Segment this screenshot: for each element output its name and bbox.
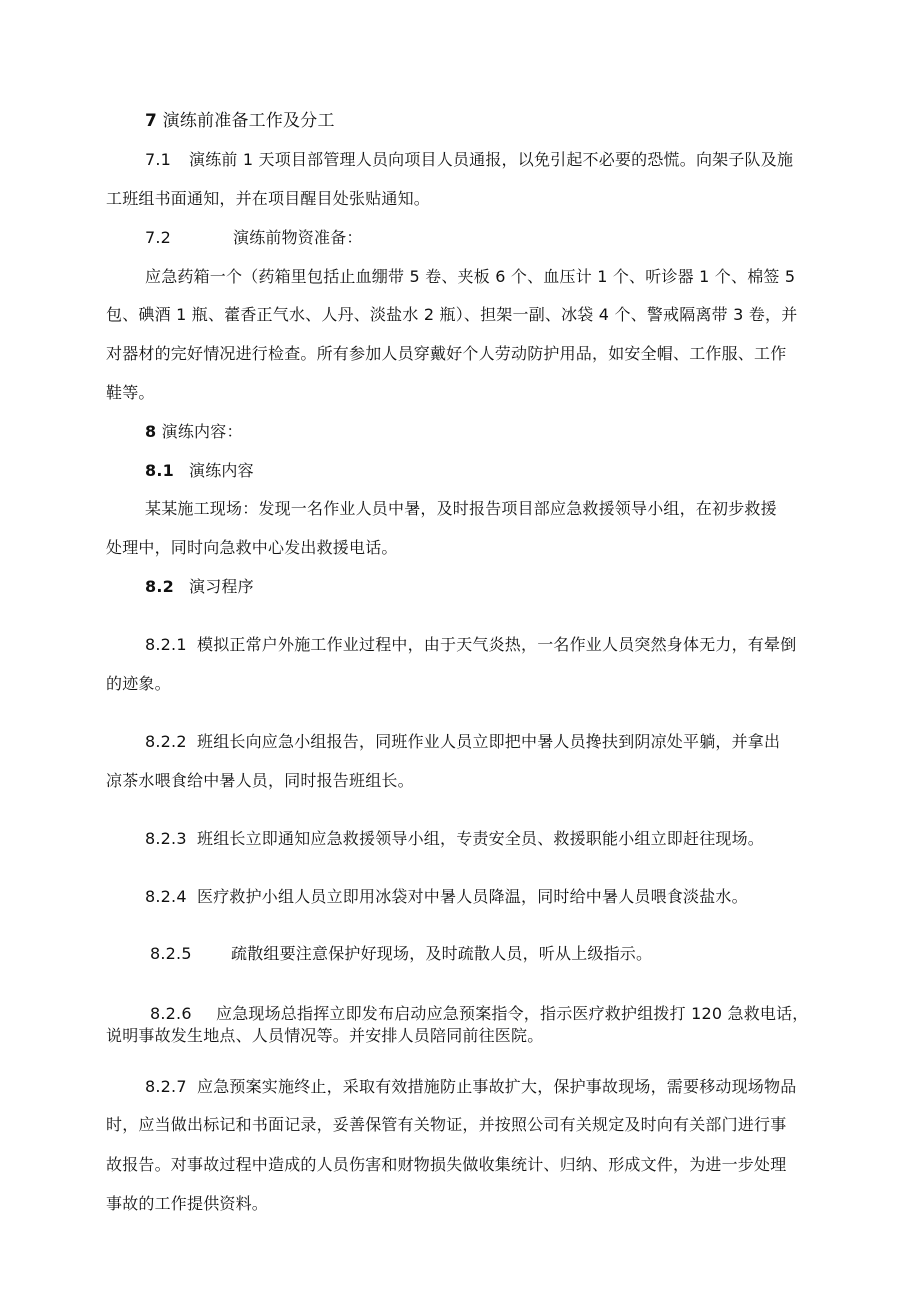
item-8-2-5 bbox=[150, 944, 652, 964]
item-8-2-3 bbox=[145, 829, 764, 849]
item-8-2-6-line-2: 说明事故发生地点、人员情况等。并安排人员陪同前往医院。 bbox=[106, 1026, 544, 1045]
section-8-title: 演练内容： bbox=[161, 422, 243, 441]
item-8-2-1-line-1 bbox=[145, 635, 796, 655]
item-8-2-6-text-1: 应急现场总指挥立即发布启动应急预案指令，指示医疗救护组拨打 120 急救电话， bbox=[216, 1004, 809, 1023]
para-7-1-text-1: 演练前 1 天项目部管理人员向项目人员通报，以免引起不必要的恐慌。向架子队及施 bbox=[189, 150, 794, 169]
section-8-1-number: 8.1 bbox=[145, 461, 174, 480]
section-8-number: 8 bbox=[145, 422, 157, 441]
para-7-2-title: 演练前物资准备： bbox=[233, 228, 363, 247]
para-7-1-line-2: 工班组书面通知，并在项目醒目处张贴通知。 bbox=[106, 189, 431, 208]
item-8-2-7-text-1: 应急预案实施终止，采取有效措施防止事故扩大，保护事故现场，需要移动现场物品 bbox=[197, 1077, 797, 1096]
item-8-2-2-text-1: 班组长向应急小组报告，同班作业人员立即把中暑人员搀扶到阴凉处平躺，并拿出 bbox=[197, 732, 781, 751]
item-8-2-7-number: 8.2.7 bbox=[145, 1077, 187, 1096]
item-8-2-7-line-2: 时，应当做出标记和书面记录，妥善保管有关物证，并按照公司有关规定及时向有关部门进行事 bbox=[106, 1115, 787, 1134]
section-8-2-heading bbox=[145, 577, 254, 597]
section-8-1-heading bbox=[145, 461, 254, 481]
item-8-2-4-text: 医疗救护小组人员立即用冰袋对中暑人员降温，同时给中暑人员喂食淡盐水。 bbox=[197, 887, 748, 906]
item-8-2-6-line-1 bbox=[150, 1004, 809, 1024]
item-8-2-7-line-4: 事故的工作提供资料。 bbox=[106, 1194, 269, 1213]
item-8-2-2-number: 8.2.2 bbox=[145, 732, 187, 751]
item-8-2-7-line-3: 故报告。对事故过程中造成的人员伤害和财物损失做收集统计、归纳、形成文件，为进一步处理 bbox=[106, 1155, 787, 1174]
section-8-heading bbox=[145, 422, 243, 442]
item-8-2-5-number: 8.2.5 bbox=[150, 944, 192, 963]
para-7-2-number: 7.2 bbox=[145, 228, 172, 247]
item-8-2-1-line-2: 的迹象。 bbox=[106, 674, 171, 693]
para-7-2-body-4: 鞋等。 bbox=[106, 383, 155, 402]
item-8-2-2-line-2: 凉茶水喂食给中暑人员，同时报告班组长。 bbox=[106, 771, 414, 790]
section-7-number: 7 bbox=[145, 111, 158, 131]
item-8-2-6-number: 8.2.6 bbox=[150, 1004, 192, 1023]
item-8-2-1-text-1: 模拟正常户外施工作业过程中，由于天气炎热，一名作业人员突然身体无力，有晕倒 bbox=[197, 635, 797, 654]
para-7-2-body-2: 包、碘酒 1 瓶、藿香正气水、人丹、淡盐水 2 瓶）、担架一副、冰袋 4 个、警戒隔离带 3 卷，并 bbox=[106, 305, 798, 324]
para-7-2-body-1: 应急药箱一个（药箱里包括止血绷带 5 卷、夹板 6 个、血压计 1 个、听诊器 1 个、棉签 5 bbox=[145, 267, 796, 286]
section-8-2-number: 8.2 bbox=[145, 577, 174, 596]
para-7-2-heading bbox=[145, 228, 363, 248]
item-8-2-3-number: 8.2.3 bbox=[145, 829, 187, 848]
para-7-1-number: 7.1 bbox=[145, 150, 172, 169]
section-7-title: 演练前准备工作及分工 bbox=[162, 111, 335, 131]
item-8-2-3-text: 班组长立即通知应急救援领导小组，专责安全员、救援职能小组立即赶往现场。 bbox=[197, 829, 765, 848]
item-8-2-5-text: 疏散组要注意保护好现场，及时疏散人员，听从上级指示。 bbox=[231, 944, 653, 963]
section-8-2-title: 演习程序 bbox=[189, 577, 254, 596]
item-8-2-7-line-1 bbox=[145, 1077, 796, 1097]
para-7-1-line-1 bbox=[145, 150, 793, 170]
item-8-2-2-line-1 bbox=[145, 732, 780, 752]
item-8-2-1-number: 8.2.1 bbox=[145, 635, 187, 654]
item-8-2-4 bbox=[145, 887, 748, 907]
section-7-heading bbox=[145, 111, 335, 131]
item-8-2-4-number: 8.2.4 bbox=[145, 887, 187, 906]
para-8-1-line-2: 处理中，同时向急救中心发出救援电话。 bbox=[106, 538, 398, 557]
para-7-2-body-3: 对器材的完好情况进行检查。所有参加人员穿戴好个人劳动防护用品，如安全帽、工作服、工作 bbox=[106, 344, 787, 363]
para-8-1-line-1: 某某施工现场：发现一名作业人员中暑，及时报告项目部应急救援领导小组，在初步救援 bbox=[145, 499, 777, 518]
section-8-1-title: 演练内容 bbox=[189, 461, 254, 480]
